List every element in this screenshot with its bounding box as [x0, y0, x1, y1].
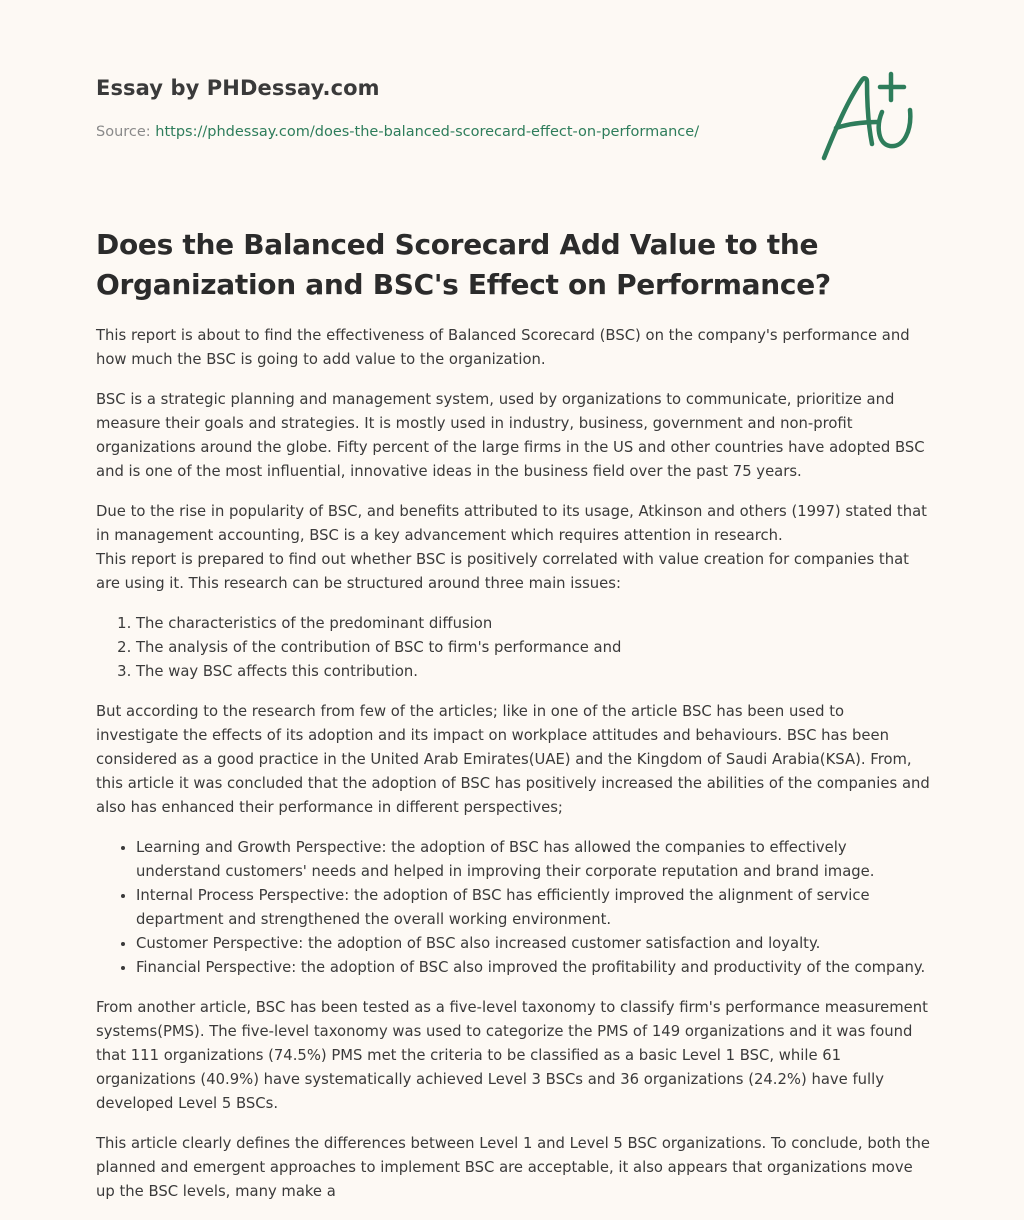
paragraph: This report is about to find the effectiveness of Balanced Scorecard (BSC) on the company's performance and how much the BSC is going to add value to the organization.	[96, 327, 910, 368]
source-link[interactable]: https://phdessay.com/does-the-balanced-scorecard-effect-on-performance/	[155, 124, 700, 140]
essay-body	[96, 324, 930, 1220]
brand-title: Essay by PHDessay.com	[96, 76, 380, 100]
paragraph: Due to the rise in popularity of BSC, and benefits attributed to its usage, Atkinson and others (1997) stated that in management accounting, BSC is a key advancement which requires attention in research.	[96, 503, 927, 544]
list-item: 1. The characteristics of the predominant diffusion	[136, 612, 930, 636]
source-line	[96, 124, 699, 140]
list-item: • Customer Perspective: the adoption of BSC also increased customer satisfaction and loyalty.	[136, 932, 930, 956]
list-item: • Learning and Growth Perspective: the adoption of BSC has allowed the companies to effectively understand customers' needs and helped in improving their corporate reputation and brand image.	[136, 836, 930, 884]
paragraph: This report is prepared to find out whether BSC is positively correlated with value creation for companies that are using it. This research can be structured around three main issues:	[96, 551, 909, 592]
bullet-list	[96, 836, 930, 980]
source-label: Source:	[96, 124, 156, 140]
ordered-list	[96, 612, 930, 684]
page-header	[96, 0, 928, 190]
a-plus-logo-icon	[818, 66, 922, 166]
paragraph: BSC is a strategic planning and management system, used by organizations to communicate, prioritize and measure their goals and strategies. It is mostly used in industry, business, government and non-profit organizations around the globe. Fifty percent of the large firms in the US and other countries have adopted BSC and is one of the most influential, innovative ideas in the business field over the past 75 years.	[96, 391, 925, 480]
essay-title: Does the Balanced Scorecard Add Value to the Organization and BSC's Effect on Performance?	[96, 228, 831, 301]
paragraph: From another article, BSC has been tested as a five-level taxonomy to classify firm's performance measurement systems(PMS). The five-level taxonomy was used to categorize the PMS of 149 organizations and it was found that 111 organizations (74.5%) PMS met the criteria to be classified as a basic Level 1 BSC, while 61 organizations (40.9%) have systematically achieved Level 3 BSCs and 36 organizations (24.2%) have fully developed Level 5 BSCs.	[96, 999, 928, 1112]
list-item: • Financial Perspective: the adoption of BSC also improved the profitability and productivity of the company.	[136, 956, 930, 980]
list-item: 2. The analysis of the contribution of BSC to firm's performance and	[136, 636, 930, 660]
paragraph: This article clearly defines the differences between Level 1 and Level 5 BSC organizations. To conclude, both the planned and emergent approaches to implement BSC are acceptable, it also appears that organizations move up the BSC levels, many make a	[96, 1135, 930, 1200]
list-item: 3. The way BSC affects this contribution.	[136, 660, 930, 684]
list-item: • Internal Process Perspective: the adoption of BSC has efficiently improved the alignment of service department and strengthened the overall working environment.	[136, 884, 930, 932]
paragraph: But according to the research from few of the articles; like in one of the article BSC has been used to investigate the effects of its adoption and its impact on workplace attitudes and behaviours. BSC has been considered as a good practice in the United Arab Emirates(UAE) and the Kingdom of Saudi Arabia(KSA). From, this article it was concluded that the adoption of BSC has positively increased the abilities of the companies and also has enhanced their performance in different perspectives;	[96, 703, 930, 816]
